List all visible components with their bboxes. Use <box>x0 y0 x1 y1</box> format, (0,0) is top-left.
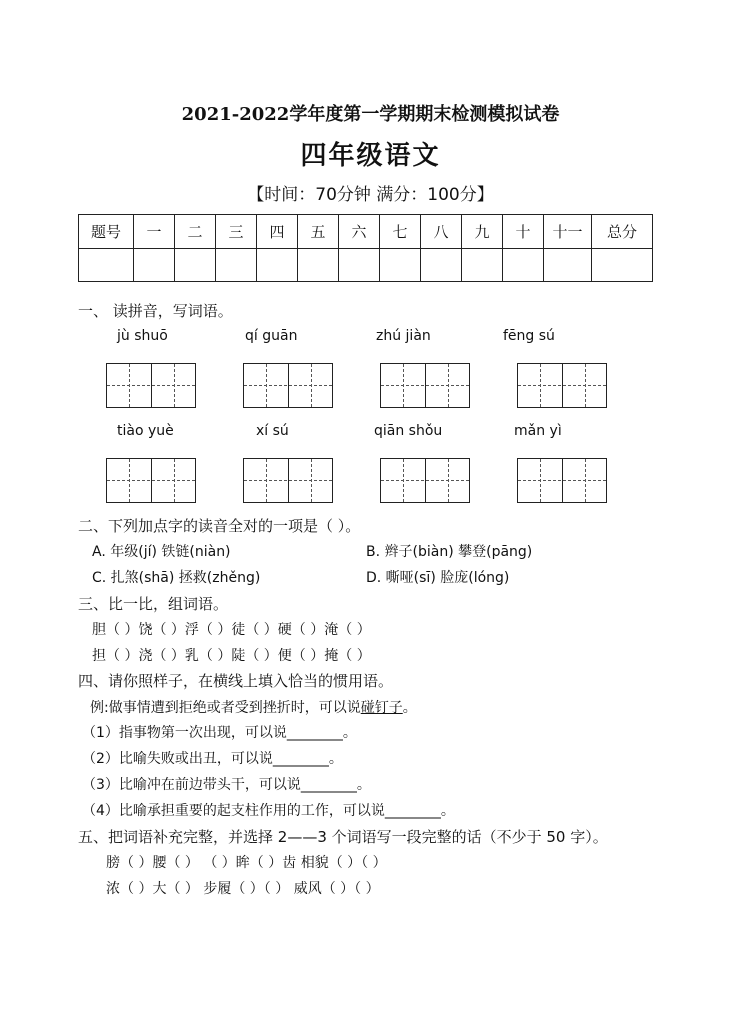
score-header-cell: 八 <box>421 215 462 249</box>
q4-title: 四、请你照样子，在横线上填入恰当的惯用语。 <box>78 672 394 690</box>
score-header-cell: 三 <box>216 215 257 249</box>
score-header-cell: 十一 <box>544 215 592 249</box>
score-cell <box>592 249 653 282</box>
pinyin-label: zhú jiàn <box>376 328 431 344</box>
pinyin-label: fēng sú <box>503 328 555 344</box>
score-cell <box>257 249 298 282</box>
q4-item: （1）指事物第一次出现，可以说________。 <box>82 725 357 741</box>
score-cell <box>175 249 216 282</box>
score-cell <box>380 249 421 282</box>
score-header-cell: 总分 <box>592 215 653 249</box>
exam-title: 2021-2022学年度第一学期期末检测模拟试卷 <box>181 104 560 125</box>
q2-option-c[interactable]: C. 扎煞(shā) 拯救(zhěng) <box>92 570 261 586</box>
score-cell <box>421 249 462 282</box>
pinyin-label: mǎn yì <box>514 423 562 439</box>
q4-example-prefix: 例:做事情遭到拒绝或者受到挫折时，可以说 <box>90 700 361 716</box>
q4-item: （3）比喻冲在前边带头干，可以说________。 <box>82 777 371 793</box>
subject-title: 四年级语文 <box>300 141 441 171</box>
q4-example-answer: 碰钉子 <box>360 700 403 716</box>
score-table-blank-row <box>79 249 653 282</box>
score-header-cell: 二 <box>175 215 216 249</box>
writing-grid[interactable] <box>106 363 196 408</box>
score-cell <box>79 249 134 282</box>
score-table <box>78 214 653 282</box>
score-header-cell: 六 <box>339 215 380 249</box>
pinyin-label: qí guān <box>245 328 298 344</box>
score-cell <box>134 249 175 282</box>
q2-option-a[interactable]: A. 年级(jí) 铁链(niàn) <box>92 544 231 560</box>
score-header-cell: 一 <box>134 215 175 249</box>
score-cell <box>216 249 257 282</box>
pinyin-label: xí sú <box>256 423 289 439</box>
q4-item: （4）比喻承担重要的起支柱作用的工作，可以说________。 <box>82 803 455 819</box>
q3-row-1: 胆（ ）饶（ ）浮（ ）徒（ ）硬（ ）淹（ ） <box>92 622 371 638</box>
writing-grid[interactable] <box>380 458 470 503</box>
pinyin-label: jù shuō <box>117 328 168 344</box>
pinyin-label: qiān shǒu <box>374 423 443 439</box>
score-cell <box>544 249 592 282</box>
q4-example <box>90 697 417 717</box>
score-header-cell: 四 <box>257 215 298 249</box>
q5-title: 五、把词语补充完整，并选择 2——3 个词语写一段完整的话（不少于 50 字）。 <box>78 828 608 846</box>
score-cell <box>462 249 503 282</box>
writing-grid[interactable] <box>243 458 333 503</box>
q4-item: （2）比喻失败或出丑，可以说________。 <box>82 751 343 767</box>
score-header-cell: 五 <box>298 215 339 249</box>
score-table-header-row <box>79 215 653 249</box>
writing-grid[interactable] <box>106 458 196 503</box>
score-header-cell: 九 <box>462 215 503 249</box>
q2-option-b[interactable]: B. 辫子(biàn) 攀登(pāng) <box>366 544 533 560</box>
score-header-cell: 七 <box>380 215 421 249</box>
q5-row-2: 浓（ ）大（ ） 步履（ ）（ ） 威风（ ）（ ） <box>106 881 380 897</box>
score-cell <box>503 249 544 282</box>
time-info: 【时间：70分钟 满分：100分】 <box>247 185 494 205</box>
q3-row-2: 担（ ）浇（ ）乳（ ）陡（ ）便（ ）掩（ ） <box>92 648 371 664</box>
q2-option-d[interactable]: D. 嘶哑(sī) 脸庞(lóng) <box>366 570 510 586</box>
writing-grid[interactable] <box>243 363 333 408</box>
q2-title: 二、下列加点字的读音全对的一项是（ ）。 <box>78 517 361 535</box>
score-header-cell: 十 <box>503 215 544 249</box>
writing-grid[interactable] <box>380 363 470 408</box>
writing-grid[interactable] <box>517 458 607 503</box>
q5-row-1: 膀（ ）腰（ ） （ ）眸（ ）齿 相貌（ ）（ ） <box>106 855 387 871</box>
pinyin-label: tiào yuè <box>117 423 174 439</box>
q1-title: 一、 读拼音，写词语。 <box>78 302 233 320</box>
score-cell <box>339 249 380 282</box>
q4-example-suffix: 。 <box>402 700 417 716</box>
score-cell <box>298 249 339 282</box>
writing-grid[interactable] <box>517 363 607 408</box>
q3-title: 三、比一比，组词语。 <box>78 595 229 613</box>
score-header-cell: 题号 <box>79 215 134 249</box>
